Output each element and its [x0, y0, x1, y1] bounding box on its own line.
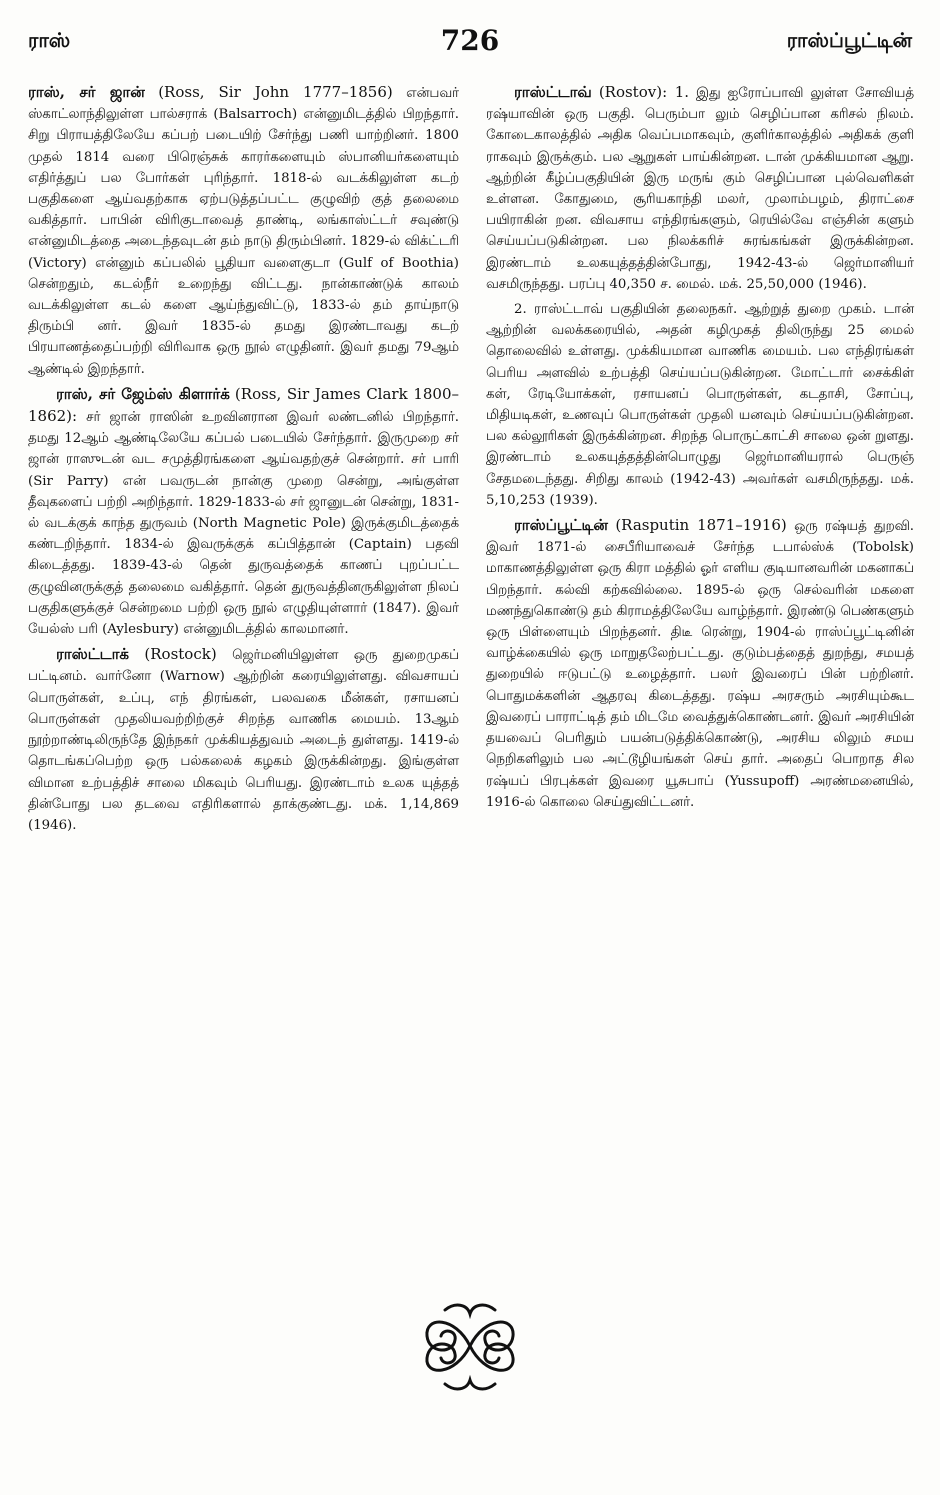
- entry-headword: ராஸ், சர் ஜான்: [28, 83, 145, 101]
- entry-rostock: [28, 644, 459, 836]
- entry-body: சர் ஜான் ராஸின் உறவினரான இவர் லண்டனில் பிறந்தார். தமது 12ஆம் ஆண்டிலேயே கப்பல் படையில் சேர்ந்தார். இருமுறை சர் ஜான் ராஸுடன் வட சமுத்திரங்களை ஆய்வதற்குச் சென்றார். சர் பாரி (Sir Parry) என் பவருடன் நான்கு முறை சென்று, அங்குள்ள தீவுகளைப் பற்றி அறிந்தார். 1829-1833-ல் சர் ஜானுடன் சென்று, 1831-ல் வடக்குக் காந்த துருவம் (North Magnetic Pole) இருக்குமிடத்தைக் கண்டறிந்தார். 1834-ல் இவருக்குக் கப்பித்தான் (Captain) பதவி கிடைத்தது. 1839-43-ல் தென் துருவத்தைக் காணப் புறப்பட்ட குழுவினருக்குத் தலைமை வகித்தார். தென் துருவத்தினருகிலுள்ள நிலப் பகுதிகளுக்குச் சென்றமை பற்றி ஒரு நூல் எழுதியுள்ளார் (1847). இவர் யேல்ஸ் பரி (Aylesbury) என்னுமிடத்தில் காலமானர்.: [28, 410, 459, 638]
- entry-headword: ராஸ்ட்டாவ்: [514, 83, 592, 101]
- entry-ross-james-clark: [28, 384, 459, 640]
- end-ornament-icon: [415, 1296, 525, 1396]
- entry-rostov-city: 2. ராஸ்ட்டாவ் பகுதியின் தலைநகர். ஆற்றுத் துறை முகம். டான் ஆற்றின் வலக்கரையில், அதன் கழிமுகத் திலிருந்து 25 மைல் தொலைவில் உள்ளது. முக்கியமான வாணிக மையம். பல எந்திரங்கள் பெரிய அளவில் உற்பத்தி செய்யப்படுகின்றன. மோட்டார் சைக்கிள் கள், ரேடியோக்கள், ரசாயனப் பொருள்கள், கடதாசி, சோப்பு, மிதியடிகள், உணவுப் பொருள்கள் முதலி யனவும் செய்யப்படுகின்றன. பல கல்லூரிகள் இருக்கின்றன. சிறந்த பொருட்காட்சி சாலை ஒன் றுளது. இரண்டாம் உலகயுத்தத்தின்பொழுது ஜெர்மானியரால் பெருஞ் சேதமடைந்தது. சிறிது காலம் (1942-43) அவர்கள் வசமிருந்தது. மக். 5,10,253 (1939).: [486, 302, 914, 508]
- entry-latin-name: (Ross, Sir James Clark 1800–1862):: [28, 384, 459, 426]
- entry-latin-name: (Rostock): [144, 645, 217, 664]
- entry-rasputin: [486, 515, 914, 813]
- page-header: [28, 24, 912, 64]
- page-number: 726: [440, 24, 500, 57]
- entry-headword: ராஸ்ட்டாக்: [56, 645, 130, 664]
- entry-latin-name: (Rasputin 1871–1916): [615, 516, 787, 535]
- left-column: [28, 82, 459, 840]
- entry-body: என்பவர் ஸ்காட்லாந்திலுள்ள பால்சராக் (Balsarroch) என்னுமிடத்தில் பிறந்தார். சிறு பிராயத்திலேயே கப்பற் படையிற் சேர்ந்து பணி யாற்றினர். 1800 முதல் 1814 வரை பிரெஞ்சுக் காரர்களையும் ஸ்பானியர்களையும் எதிர்த்துப் பல போர்கள் புரிந்தார். 1818-ல் வடக்கிலுள்ள கடற் பகுதிகளை ஆய்வதற்காக ஏற்படுத்தப்பட்ட குழுவிற் குத் தலைமை வகித்தார். பாபின் விரிகுடாவைத் தாண்டி, லங்காஸ்ட்டர் சவுண்டு என்னுமிடத்தை அடைந்தவுடன் தம் நாடு திரும்பினர். 1829-ல் விக்ட்டரி (Victory) என்னும் கப்பலில் பூதியா வளைகுடா (Gulf of Boothia) சென்றதும், கடல்நீர் உறைந்து விட்டது. நான்காண்டுக் காலம் வடக்கிலுள்ள கடல் களை ஆய்ந்துவிட்டு, 1833-ல் தம் தாய்நாடு திரும்பி னர். இவர் 1835-ல் தமது இரண்டாவது கடற் பிரயாணத்தைப்பற்றி விரிவாக ஒரு நூல் எழுதினர். இவர் தமது 79ஆம் ஆண்டில் இறந்தார்.: [28, 86, 459, 377]
- entry-body: இது ஐரோப்பாவி லுள்ள சோவியத் ரஷ்யாவின் ஒரு பகுதி. பெரும்பா லும் செழிப்பான கரிசல் நிலம். கோடைகாலத்தில் அதிக வெப்பமாகவும், குளிர்காலத்தில் அதிகக் குளி ராகவும் இருக்கும். பல ஆறுகள் பாய்கின்றன. டான் முக்கியமான ஆறு. ஆற்றின் கீழ்ப்பகுதியின் இரு மருங் கும் செழிப்பான புல்வெளிகள் உள்ளன. கோதுமை, சூரியகாந்தி மலர், முலாம்பழம், திராட்சை பயிராகின் றன. விவசாய எந்திரங்களும், ரெயில்வே எஞ்சின் களும் செய்யப்படுகின்றன. பல நிலக்கரிச் சுரங்கங்கள் இருக்கின்றன. இரண்டாம் உலகயுத்தத்தின்போது, 1942-43-ல் ஜெர்மானியர் வசமிருந்தது. பரப்பு 40,350 ச. மைல். மக். 25,50,000 (1946).: [486, 86, 914, 292]
- entry-ross-john: [28, 82, 459, 380]
- entry-rostov: [486, 82, 914, 295]
- entry-headword: ராஸ், சர் ஜேம்ஸ் கிளார்க்: [56, 384, 230, 403]
- header-right-guideword: ராஸ்ப்பூட்டின்: [786, 28, 912, 52]
- entry-headword: ராஸ்ப்பூட்டின்: [514, 516, 608, 535]
- entry-body: ஜெர்மனியிலுள்ள ஒரு துறைமுகப் பட்டினம். வார்னோ (Warnow) ஆற்றின் கரையிலுள்ளது. விவசாயப் பொருள்கள், உப்பு, எந் திரங்கள், பலவகை மீன்கள், ரசாயனப் பொருள்கள் முதலியவற்றிற்குச் சிறந்த வாணிக மையம். 13ஆம் நூற்றாண்டிலிருந்தே இந்நகர் முக்கியத்துவம் அடைந் துள்ளது. 1419-ல் தொடங்கப்பெற்ற ஒரு பல்கலைக் கழகம் இருக்கின்றது. இங்குள்ள விமான உற்பத்திச் சாலை மிகவும் பெரியது. இரண்டாம் உலக யுத்தத் தின்போது பல தடவை எதிரிகளால் தாக்குண்டது. மக். 1,14,869 (1946).: [28, 648, 459, 833]
- entry-latin-name: (Rostov): 1.: [598, 83, 689, 101]
- right-column: [486, 82, 914, 817]
- header-left-guideword: ராஸ்: [28, 28, 71, 52]
- entry-body: ஒரு ரஷ்யத் துறவி. இவர் 1871-ல் சைபீரியாவைச் சேர்ந்த டபால்ஸ்க் (Tobolsk) மாகாணத்திலுள்ள ஒரு கிரா மத்தில் ஓர் எளிய குடியானவரின் மகனாகப் பிறந்தார். கல்வி கற்கவில்லை. 1895-ல் ஒரு செல்வரின் மகளை மணந்துகொண்டு தம் கிராமத்திலேயே வாழ்ந்தார். இரண்டு பெண்களும் ஒரு பிள்ளையும் பிறந்தனர். திடீ ரென்று, 1904-ல் ராஸ்ப்பூட்டினின் வாழ்க்கையில் ஒரு மாறுதலேற்பட்டது. குடும்பத்தைத் துறந்து, சமயத் துறையில் ஈடுபட்டு உழைத்தார். பலர் இவரைப் பின் பற்றினர். பொதுமக்களின் ஆதரவு கிடைத்தது. ரஷ்ய அரசரும் அரசியும்கூட இவரைப் பாராட்டித் தம் மிடமே வைத்துக்கொண்டனர். இவர் அரசியின் தயவைப் பெரிதும் பயன்படுத்திக்கொண்டு, அரசிய லிலும் சமய நெறிகளிலும் பல அட்டூழியங்கள் செய் தார். அதைப் பொறாத சில ரஷ்யப் பிரபுக்கள் இவரை யூசுபாப் (Yussupoff) அரண்மனையில், 1916-ல் கொலை செய்துவிட்டனர்.: [486, 519, 914, 810]
- entry-latin-name: (Ross, Sir John 1777–1856): [158, 83, 393, 101]
